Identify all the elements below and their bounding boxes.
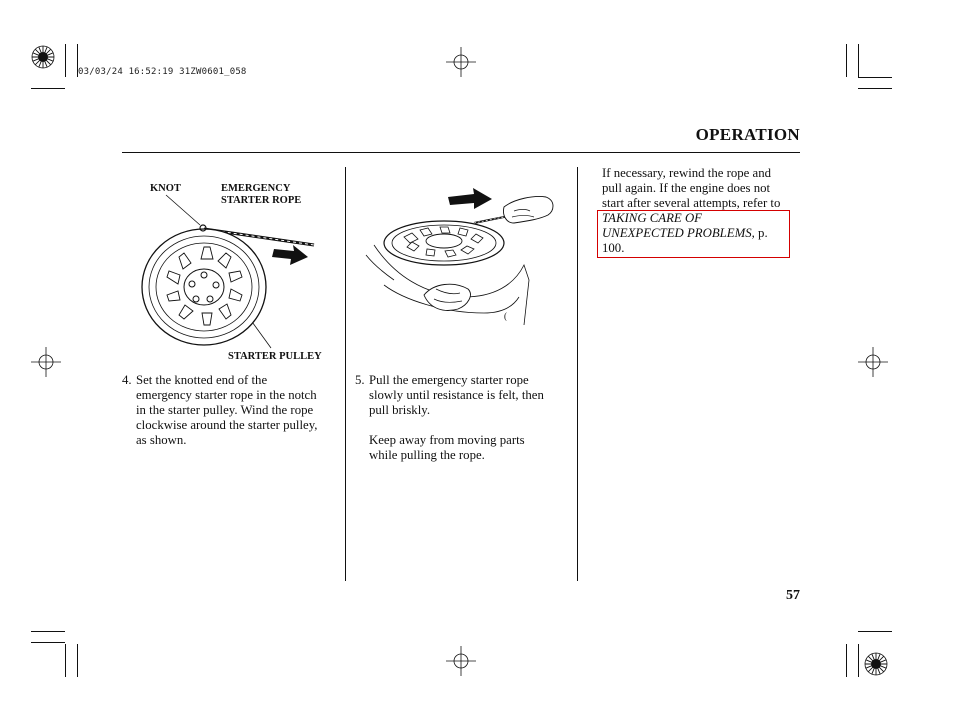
crosshair-icon xyxy=(858,347,888,377)
text-line: If necessary, rewind the rope and xyxy=(602,166,772,180)
rope-label-line2: STARTER ROPE xyxy=(221,195,302,206)
step-number: 4. xyxy=(122,373,132,387)
step-line: Pull the emergency starter rope xyxy=(369,373,529,387)
registration-target-icon xyxy=(864,652,888,676)
crosshair-icon xyxy=(31,347,61,377)
knot-label: KNOT xyxy=(150,183,181,194)
safety-note-line: Keep away from moving parts xyxy=(369,433,525,447)
text-line: pull again. If the engine does not xyxy=(602,181,771,195)
step-line: as shown. xyxy=(136,433,187,447)
column-divider xyxy=(577,167,578,581)
header-rule xyxy=(122,152,800,153)
rope-label-line1: EMERGENCY xyxy=(221,183,291,194)
link-highlight-box[interactable] xyxy=(597,210,790,258)
section-title: OPERATION xyxy=(695,125,800,144)
step-line: slowly until resistance is felt, then xyxy=(369,388,544,402)
crosshair-icon xyxy=(446,47,476,77)
svg-text:(: ( xyxy=(504,311,507,321)
pulling-rope-illustration xyxy=(364,185,564,335)
link-text[interactable]: TAKING CARE OF xyxy=(602,211,703,225)
starter-pulley-illustration xyxy=(136,195,336,355)
crosshair-icon xyxy=(446,646,476,676)
step-number: 5. xyxy=(355,373,365,387)
column-divider xyxy=(345,167,346,581)
step-line: emergency starter rope in the notch xyxy=(136,388,317,402)
print-timestamp: 03/03/24 16:52:19 31ZW0601_058 xyxy=(78,67,247,77)
pulley-label: STARTER PULLEY xyxy=(228,351,322,362)
step-line: Set the knotted end of the xyxy=(136,373,268,387)
step-line: pull briskly. xyxy=(369,403,431,417)
link-text[interactable]: UNEXPECTED PROBLEMS, xyxy=(602,226,755,240)
step-line: clockwise around the starter pulley, xyxy=(136,418,318,432)
link-page-number: 100. xyxy=(602,241,625,255)
text-line: start after several attempts, refer to xyxy=(602,196,781,210)
step-line: in the starter pulley. Wind the rope xyxy=(136,403,314,417)
safety-note-line: while pulling the rope. xyxy=(369,448,485,462)
link-page-prefix: p. xyxy=(754,226,768,240)
page-number: 57 xyxy=(786,588,800,603)
registration-target-icon xyxy=(31,45,55,69)
